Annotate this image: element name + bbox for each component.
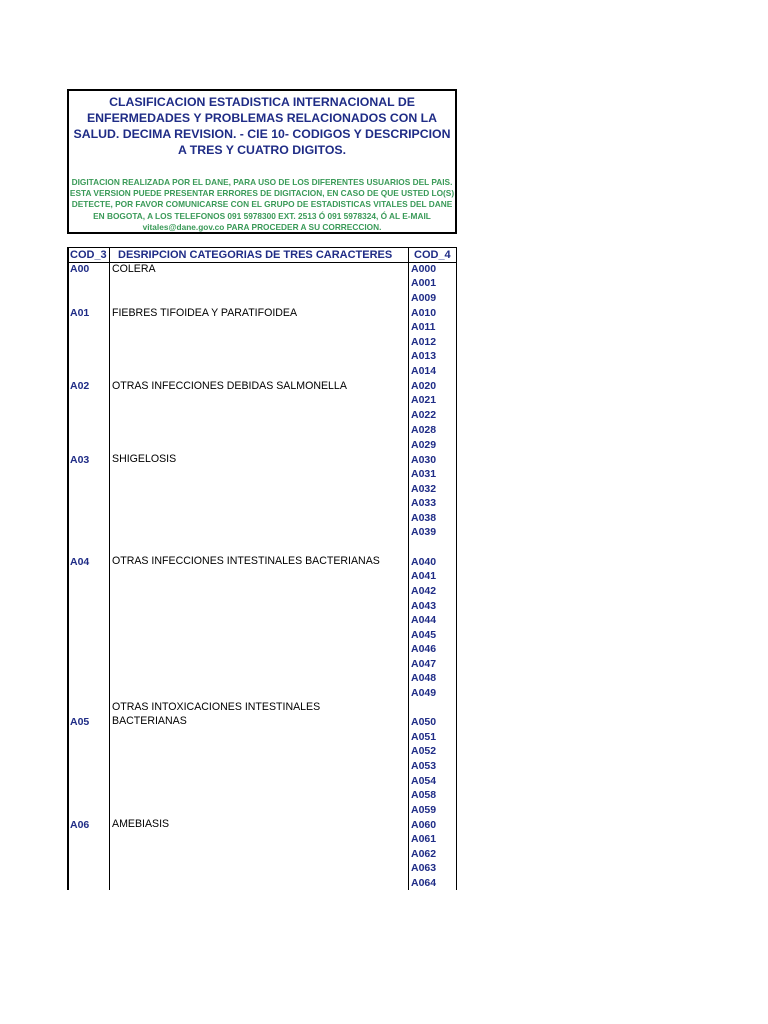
category-code: A06 <box>70 819 90 831</box>
category-code: A02 <box>70 380 90 392</box>
subcode: A029 <box>411 439 437 451</box>
category-code: A05 <box>70 716 90 728</box>
category-desc: COLERA <box>112 263 156 275</box>
subcode: A040 <box>411 556 437 568</box>
subcode: A033 <box>411 497 437 509</box>
subcode: A047 <box>411 658 437 670</box>
subcode: A032 <box>411 483 437 495</box>
header-desc: DESRIPCION CATEGORIAS DE TRES CARACTERES <box>118 249 393 261</box>
subcode: A050 <box>411 716 437 728</box>
subcode: A058 <box>411 789 437 801</box>
category-code: A04 <box>70 556 90 568</box>
subcode: A020 <box>411 380 437 392</box>
subcode: A063 <box>411 862 437 874</box>
table-col-divider-2 <box>408 247 409 890</box>
category-code: A01 <box>70 307 90 319</box>
subcode: A000 <box>411 263 437 275</box>
table-right-border <box>456 247 457 890</box>
subcode: A028 <box>411 424 437 436</box>
subcode: A038 <box>411 512 437 524</box>
header-cod3: COD_3 <box>70 249 107 261</box>
category-code: A00 <box>70 263 90 275</box>
subcode: A042 <box>411 585 437 597</box>
subcode: A022 <box>411 409 437 421</box>
subcode: A041 <box>411 570 437 582</box>
subcode: A048 <box>411 672 437 684</box>
table-left-border <box>67 247 69 890</box>
subcode: A059 <box>411 804 437 816</box>
subcode: A039 <box>411 526 437 538</box>
category-desc: OTRAS INTOXICACIONES INTESTINALES BACTERIANAS <box>112 701 321 727</box>
subcode: A031 <box>411 468 437 480</box>
subcode: A009 <box>411 292 437 304</box>
subcode: A064 <box>411 877 437 889</box>
category-desc: FIEBRES TIFOIDEA Y PARATIFOIDEA <box>112 307 298 319</box>
category-desc: SHIGELOSIS <box>112 453 177 465</box>
subcode: A010 <box>411 307 437 319</box>
dane-notice: DIGITACION REALIZADA POR EL DANE, PARA USO DE LOS DIFERENTES USUARIOS DEL PAIS. ESTA VERSION PUEDE PRESENTAR ERRORES DE DIGITACION, EN CASO DE QUE USTED LO(S) DETECTE, POR FAVOR COMUNICARSE CON EL GRUPO DE ESTADISTICAS VITALES DEL DANE EN BOGOTA, A LOS TELEFONOS 091 5978300 EXT. 2513 Ó 091 5978324, Ó AL E-MAIL vitales@dane.gov.co PARA PROCEDER A SU CORRECCION. <box>69 177 455 232</box>
subcode: A061 <box>411 833 437 845</box>
subcode: A051 <box>411 731 437 743</box>
subcode: A043 <box>411 600 437 612</box>
table-col-divider-1 <box>109 247 110 890</box>
subcode: A060 <box>411 819 437 831</box>
subcode: A054 <box>411 775 437 787</box>
subcode: A012 <box>411 336 437 348</box>
subcode: A011 <box>411 321 436 333</box>
category-desc: OTRAS INFECCIONES INTESTINALES BACTERIANAS <box>112 555 380 567</box>
subcode: A030 <box>411 454 437 466</box>
category-code: A03 <box>70 454 90 466</box>
subcode: A046 <box>411 643 437 655</box>
header-cod4: COD_4 <box>414 249 451 261</box>
subcode: A021 <box>411 394 437 406</box>
subcode: A049 <box>411 687 437 699</box>
subcode: A013 <box>411 350 437 362</box>
title-box <box>67 89 457 234</box>
subcode: A045 <box>411 629 437 641</box>
subcode: A062 <box>411 848 437 860</box>
subcode: A053 <box>411 760 437 772</box>
document-title: CLASIFICACION ESTADISTICA INTERNACIONAL DE ENFERMEDADES Y PROBLEMAS RELACIONADOS CON LA SALUD. DECIMA REVISION. - CIE 10- CODIGOS Y DESCRIPCION A TRES Y CUATRO DIGITOS. <box>73 95 451 157</box>
subcode: A052 <box>411 745 437 757</box>
subcode: A001 <box>411 277 437 289</box>
subcode: A014 <box>411 365 437 377</box>
category-desc: OTRAS INFECCIONES DEBIDAS SALMONELLA <box>112 380 347 392</box>
subcode: A044 <box>411 614 437 626</box>
category-desc: AMEBIASIS <box>112 818 170 830</box>
